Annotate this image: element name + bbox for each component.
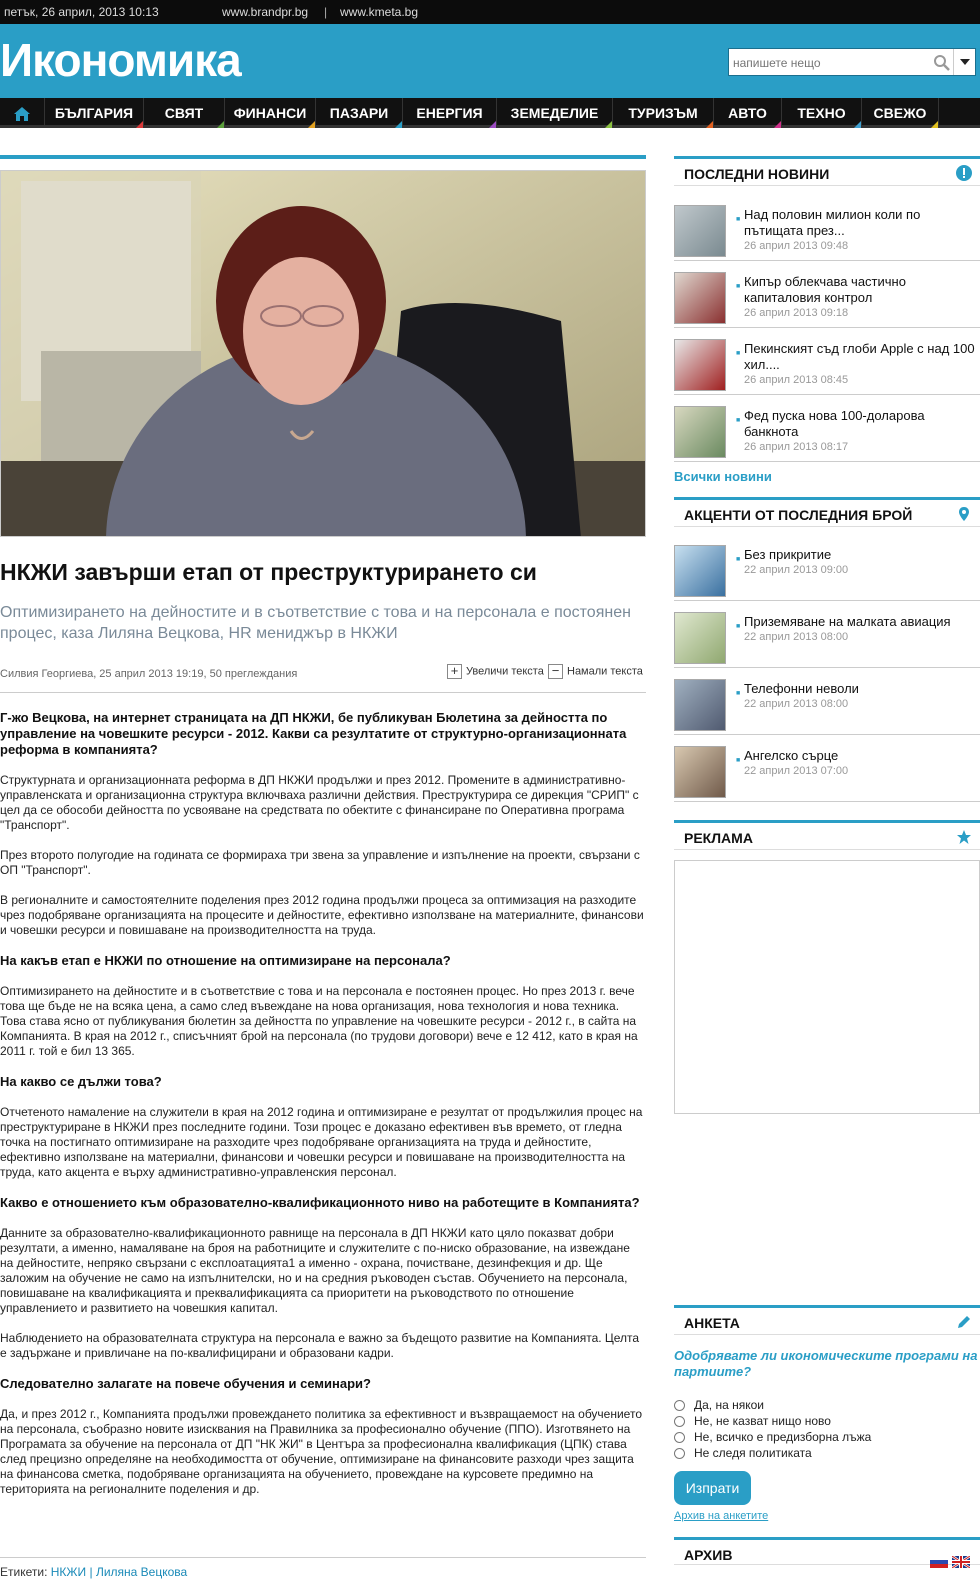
search-dropdown-toggle[interactable] <box>953 49 975 75</box>
poll-option[interactable] <box>674 1446 812 1460</box>
poll-option[interactable] <box>674 1414 831 1428</box>
nav-home[interactable] <box>0 98 45 128</box>
nav-accent-corner <box>489 121 496 128</box>
nav-item-label: БЪЛГАРИЯ <box>54 105 134 121</box>
news-date: 22 април 2013 08:00 <box>744 631 849 643</box>
news-title[interactable]: ■ Над половин милион коли по пътищата през... <box>744 207 976 239</box>
current-datetime: петък, 26 април, 2013 10:13 <box>4 5 159 19</box>
russian-flag-icon[interactable] <box>930 1556 948 1568</box>
pencil-icon <box>956 1314 972 1330</box>
article-paragraph: Отчетеното намаление на служители в края на 2012 година и оптимизиране е резултат от продължилия процес на преструктуриране в НКЖИ през последните години. Този процес е доказано ефективен във времето, от гледна точка на постигнато оптимизиране на разходите чрез подобряване организацията на труда и дейностите, ефективно използване на материални, финансови и човешки ресурси и повишаване на производителността на труда, като акцента е върху административно-управленския персонал. <box>0 1105 643 1179</box>
nav-item-label: ФИНАНСИ <box>233 105 307 121</box>
nav-item[interactable] <box>144 98 225 128</box>
article-paragraph: Да, и през 2012 г., Компанията продължи провеждането политика за ефективност и възвращаемост на обучението на персонала, съобразно новите изисквания на Правилника за професионално обучение (ППО). Изготвянето на Програмата за обучение на персонала от ДП "НК ЖИ" в Центъра за професионална квалификация (ЦПК) става след прецизно определяне на необходимостта от обучение, оптимизиране на финансовите разходи чрез защита на финансова сметка, подобряване организацията на обучението, провеждане на курсовете предимно на територията на регионалните поделения и др. <box>0 1407 642 1496</box>
top-bar <box>0 0 980 24</box>
news-title[interactable]: ■ Без прикритие <box>744 547 976 563</box>
nav-item[interactable] <box>403 98 497 128</box>
news-title[interactable]: ■ Приземяване на малката авиация <box>744 614 976 630</box>
search-box <box>728 48 976 76</box>
tag-link[interactable]: Лиляна Вецкова <box>95 1565 188 1579</box>
latest-news-title: ПОСЛЕДНИ НОВИНИ <box>684 166 830 182</box>
topbar-separator: | <box>324 5 328 19</box>
nav-item-label: ТУРИЗЪМ <box>628 105 698 121</box>
alert-icon <box>956 165 972 181</box>
article-paragraph: Наблюдението на образователната структура на персонала е важно за бъдещото развитие на Компанията. Целта е задържане и привличане на по-квалифицирани и образовани кадри. <box>0 1331 640 1360</box>
poll-option-label: Не, всичко е предизборна лъжа <box>694 1430 872 1444</box>
poll-option-label: Да, на някои <box>694 1398 764 1412</box>
article-meta: Силвия Георгиева, 25 април 2013 19:19, 50 преглеждания <box>0 668 298 680</box>
news-list-item[interactable] <box>674 266 980 328</box>
nav-accent-corner <box>136 121 143 128</box>
news-list-item[interactable] <box>674 740 980 802</box>
main-nav <box>0 98 980 128</box>
poll-option-label: Не следя политиката <box>694 1446 812 1460</box>
nav-accent-corner <box>706 121 713 128</box>
latest-news-header <box>674 156 980 186</box>
nav-accent-corner <box>605 121 612 128</box>
news-thumbnail[interactable] <box>674 679 726 731</box>
news-title[interactable]: ■ Телефонни неволи <box>744 681 976 697</box>
tag-separator: | <box>89 1565 93 1579</box>
portrait-photo <box>1 171 646 537</box>
news-thumbnail[interactable] <box>674 272 726 324</box>
poll-option[interactable] <box>674 1430 871 1444</box>
search-icon[interactable] <box>933 54 951 72</box>
nav-accent-corner <box>931 121 938 128</box>
tag-link[interactable]: НКЖИ <box>50 1565 87 1579</box>
content-top-line <box>0 155 646 159</box>
kmeta-link[interactable]: www.kmeta.bg <box>340 5 419 19</box>
site-header <box>0 24 980 98</box>
news-date: 26 април 2013 08:17 <box>744 441 849 453</box>
article-paragraph: Структурната и организационната реформа в ДП НКЖИ продължи и през 2012. Промените в административно-управленската и организационна структура включваха различни действия. Преструктурира се дирекция "СРИП" с цел да се обособи дейността по усвояване на средствата по обектите с финансиране по Оперативна програма "Транспорт". <box>0 773 639 832</box>
increase-text-label: Увеличи текста <box>466 665 544 678</box>
brandpr-link[interactable]: www.brandpr.bg <box>222 5 309 19</box>
divider <box>0 692 646 693</box>
nav-item-label: ТЕХНО <box>797 105 846 121</box>
nav-item-label: ПАЗАРИ <box>329 105 389 121</box>
nav-item[interactable] <box>714 98 782 128</box>
nav-item-label: ЗЕМЕДЕЛИЕ <box>510 105 599 121</box>
news-title[interactable]: ■ Пекинският съд глоби Apple с над 100 хил.... <box>744 341 976 373</box>
news-date: 22 април 2013 07:00 <box>744 765 849 777</box>
nav-accent-corner <box>774 121 781 128</box>
news-list-item[interactable] <box>674 333 980 395</box>
article-title: НКЖИ завърши етап от преструктурирането си <box>0 559 537 585</box>
article-subtitle: Оптимизирането на дейностите и в съответствие с това и на персонала е постоянен процес, каза Лиляна Вецкова, HR мениджър в НКЖИ <box>0 604 631 642</box>
news-thumbnail[interactable] <box>674 339 726 391</box>
ad-header <box>674 820 980 850</box>
nav-item[interactable] <box>782 98 862 128</box>
news-date: 22 април 2013 09:00 <box>744 564 849 576</box>
poll-archive-link[interactable]: Архив на анкетите <box>674 1510 769 1522</box>
site-logo[interactable]: Икономика <box>0 34 241 86</box>
news-date: 22 април 2013 08:00 <box>744 698 849 710</box>
article-paragraph: Данните за образователно-квалификационното равнище на персонала в ДП НКЖИ като цяло показват добри резултати, а именно, намаляване на броя на работниците и служителите с по-ниско образование, на извеждане на дейностите, непряко свързани с експлоатацията1 а именно - охрана, почистване, дезинфекция и др. Ще заложим на обучение не само на изпълнителски, но и на средния ръководен състав. Обучението на персонала, повишаване на квалификацията и преквалификацията са приоритети на ръководството по отношение управлението и развитието на човешкия капитал. <box>0 1226 630 1315</box>
interview-question: Следователно залагате на повече обучения и семинари? <box>0 1376 371 1391</box>
poll-submit-button[interactable]: Изпрати <box>674 1471 751 1505</box>
news-list-item[interactable] <box>674 606 980 668</box>
nav-item-label: СВЕЖО <box>873 105 927 121</box>
article-paragraph: В регионалните и самостоятелните поделения през 2012 година продължи процеса за оптимизация на разходите чрез подобряване организацията на процесите и дейностите, ефективно използване на материалните, финансови и човешки ресурси и повишаване на производителността на труда. <box>0 893 644 937</box>
highlights-title: АКЦЕНТИ ОТ ПОСЛЕДНИЯ БРОЙ <box>684 507 913 523</box>
english-flag-icon[interactable] <box>952 1556 970 1568</box>
interview-question: Какво е отношението към образователно-квалификационното ниво на работещите в Компанията? <box>0 1195 640 1210</box>
article-paragraph: През второто полугодие на годината се формираха три звена за управление и изпълнение на проекти, свързани с ОП "Транспорт". <box>0 848 640 877</box>
tags-label: Етикети: <box>0 1565 48 1579</box>
poll-radio[interactable] <box>674 1448 685 1459</box>
news-list-item[interactable] <box>674 539 980 601</box>
nav-accent-corner <box>854 121 861 128</box>
star-icon <box>956 829 972 845</box>
nav-accent-corner <box>308 121 315 128</box>
news-list-item[interactable] <box>674 673 980 735</box>
news-date: 26 април 2013 09:48 <box>744 240 849 252</box>
plus-icon: + <box>447 664 462 679</box>
decrease-text-label: Намали текста <box>567 665 643 678</box>
poll-header <box>674 1305 980 1335</box>
news-list-item[interactable] <box>674 199 980 261</box>
news-thumbnail[interactable] <box>674 612 726 664</box>
poll-option-label: Не, не казват нищо ново <box>694 1414 831 1428</box>
news-list-item[interactable] <box>674 400 980 462</box>
news-thumbnail[interactable] <box>674 545 726 597</box>
location-pin-icon <box>956 506 972 522</box>
article-paragraph: Оптимизирането на дейностите и в съответствие с това и на персонала е постоянен процес. Но през 2013 г. вече това ще бъде не на всяка цена, а само след въвеждане на нова организация, нова технология и нова техника. Това става ясно от публикувания бюлетин за дейността по управление на човешките ресурси - 2012 г., в сайта на Компанията. В края на 2012 г., списъчният брой на персонала (по трудови договори) вече е 12 412, като в края на 2011 г. той е бил 13 365. <box>0 984 638 1058</box>
article-body <box>0 710 646 1512</box>
article-tags <box>0 1565 187 1579</box>
interview-question: На какъв етап е НКЖИ по отношение на оптимизиране на персонала? <box>0 953 451 968</box>
poll-radio[interactable] <box>674 1416 685 1427</box>
minus-icon: − <box>548 664 563 679</box>
nav-item[interactable] <box>497 98 613 128</box>
news-thumbnail[interactable] <box>674 205 726 257</box>
search-input[interactable] <box>733 54 933 72</box>
ad-slot[interactable] <box>674 860 980 1114</box>
archive-title: АРХИВ <box>684 1547 733 1563</box>
news-title[interactable]: ■ Кипър облекчава частично капиталовия контрол <box>744 274 976 306</box>
news-title[interactable]: ■ Ангелско сърце <box>744 748 976 764</box>
ad-title: РЕКЛАМА <box>684 830 753 846</box>
news-date: 26 април 2013 09:18 <box>744 307 849 319</box>
news-date: 26 април 2013 08:45 <box>744 374 849 386</box>
poll-option[interactable] <box>674 1398 764 1412</box>
nav-accent-corner <box>217 121 224 128</box>
nav-accent-corner <box>395 121 402 128</box>
decrease-text-button[interactable] <box>548 664 643 679</box>
poll-question: Одобрявате ли икономическите програми на партиите? <box>674 1348 978 1379</box>
news-title[interactable]: ■ Фед пуска нова 100-доларова банкнота <box>744 408 976 440</box>
news-thumbnail[interactable] <box>674 746 726 798</box>
nav-item[interactable] <box>45 98 144 128</box>
nav-item[interactable] <box>613 98 714 128</box>
all-news-link[interactable]: Всички новини <box>674 469 772 484</box>
highlights-header <box>674 497 980 527</box>
nav-item-label: СВЯТ <box>164 105 204 121</box>
poll-radio[interactable] <box>674 1432 685 1443</box>
news-thumbnail[interactable] <box>674 406 726 458</box>
increase-text-button[interactable] <box>447 664 544 679</box>
nav-item[interactable] <box>225 98 316 128</box>
poll-title: АНКЕТА <box>684 1315 740 1331</box>
divider <box>0 1557 646 1558</box>
article-photo <box>0 170 646 537</box>
nav-item-label: АВТО <box>728 105 767 121</box>
poll-radio[interactable] <box>674 1400 685 1411</box>
nav-item[interactable] <box>316 98 403 128</box>
interview-question: На какво се дължи това? <box>0 1074 162 1089</box>
home-icon <box>13 106 31 122</box>
nav-item[interactable] <box>862 98 939 128</box>
interview-question: Г-жо Вецкова, на интернет страницата на ДП НКЖИ, бе публикуван Бюлетина за дейността по управление на човешките ресурси - 2012. Какви са резултатите от структурно-организационната реформа в компанията? <box>0 710 627 757</box>
nav-item-label: ЕНЕРГИЯ <box>416 105 483 121</box>
